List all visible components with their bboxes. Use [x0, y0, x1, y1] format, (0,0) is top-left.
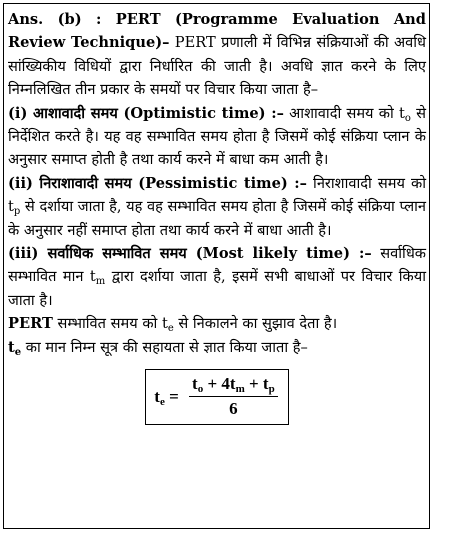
item-heading: (i) आशावादी समय (Optimistic time) :–	[8, 104, 284, 122]
pert-subscript: e	[167, 323, 174, 335]
intro-paragraph	[8, 8, 426, 102]
item-most-likely	[8, 242, 426, 312]
te-text: का मान निम्न सूत्र की सहायता से ज्ञात किया जाता है–	[21, 338, 308, 356]
item-optimistic	[8, 102, 426, 172]
item-subscript: p	[13, 206, 21, 218]
item-text: द्वारा दर्शाया जाता है, इसमें सभी बाधाओं पर विचार किया जाता है।	[8, 268, 426, 309]
formula-lhs: $t_e$	[154, 387, 165, 409]
item-heading: (iii) सर्वाधिक सम्भावित समय (Most likely time) :–	[8, 245, 372, 263]
item-text: सर्वाधिक सम्भावित मान t	[8, 245, 427, 286]
item-subscript: m	[95, 276, 106, 288]
item-heading: (ii) निराशावादी समय (Pessimistic time) :–	[8, 174, 307, 192]
pert-bold: PERT	[8, 315, 53, 333]
item-text: आशावादी समय को t	[283, 104, 405, 122]
answer-prefix: Ans. (b) : PERT (Programme Evaluation And Review Technique)–	[8, 11, 426, 52]
te-line	[8, 336, 426, 359]
item-text: से निर्देशित करते है। यह वह सम्भावित समय होता है जिसमें कोई संक्रिया प्लान के अनुसार समाप्त होती है तथा कार्य करने में बाधा कम आती है।	[8, 104, 426, 169]
item-text: से दर्शाया जाता है, यह वह सम्भावित समय होता है जिसमें कोई संक्रिया प्लान के अनुसार नहीं समाप्त होता तथा कार्य करने में बाधा आती है।	[8, 198, 426, 239]
intro-text: PERT प्रणाली में विभिन्न संक्रियाओं की अवधि सांख्यिकीय विधियों द्वारा निर्धारित की जाती है। अवधि ज्ञात करने के लिए निम्नलिखित तीन प्रकार के समयों पर विचार किया जाता है–	[8, 34, 427, 99]
te-subscript: e	[14, 346, 22, 358]
pert-text: से निकालने का सुझाव देता है।	[173, 315, 338, 333]
formula-container	[8, 369, 426, 425]
answer-box	[3, 3, 430, 529]
item-pessimistic	[8, 172, 426, 242]
pert-text: सम्भावित समय को t	[52, 315, 168, 333]
te-symbol: t	[8, 338, 15, 356]
pert-line	[8, 312, 426, 335]
formula-fraction	[189, 374, 278, 420]
formula-denominator: 6	[229, 399, 238, 419]
item-subscript: o	[404, 112, 411, 124]
pert-formula	[145, 369, 288, 425]
formula-numerator: $t_o + 4t_m + t_p$	[189, 374, 278, 397]
item-text: निराशावादी समय को t	[8, 174, 426, 216]
formula-equals: =	[164, 387, 184, 407]
